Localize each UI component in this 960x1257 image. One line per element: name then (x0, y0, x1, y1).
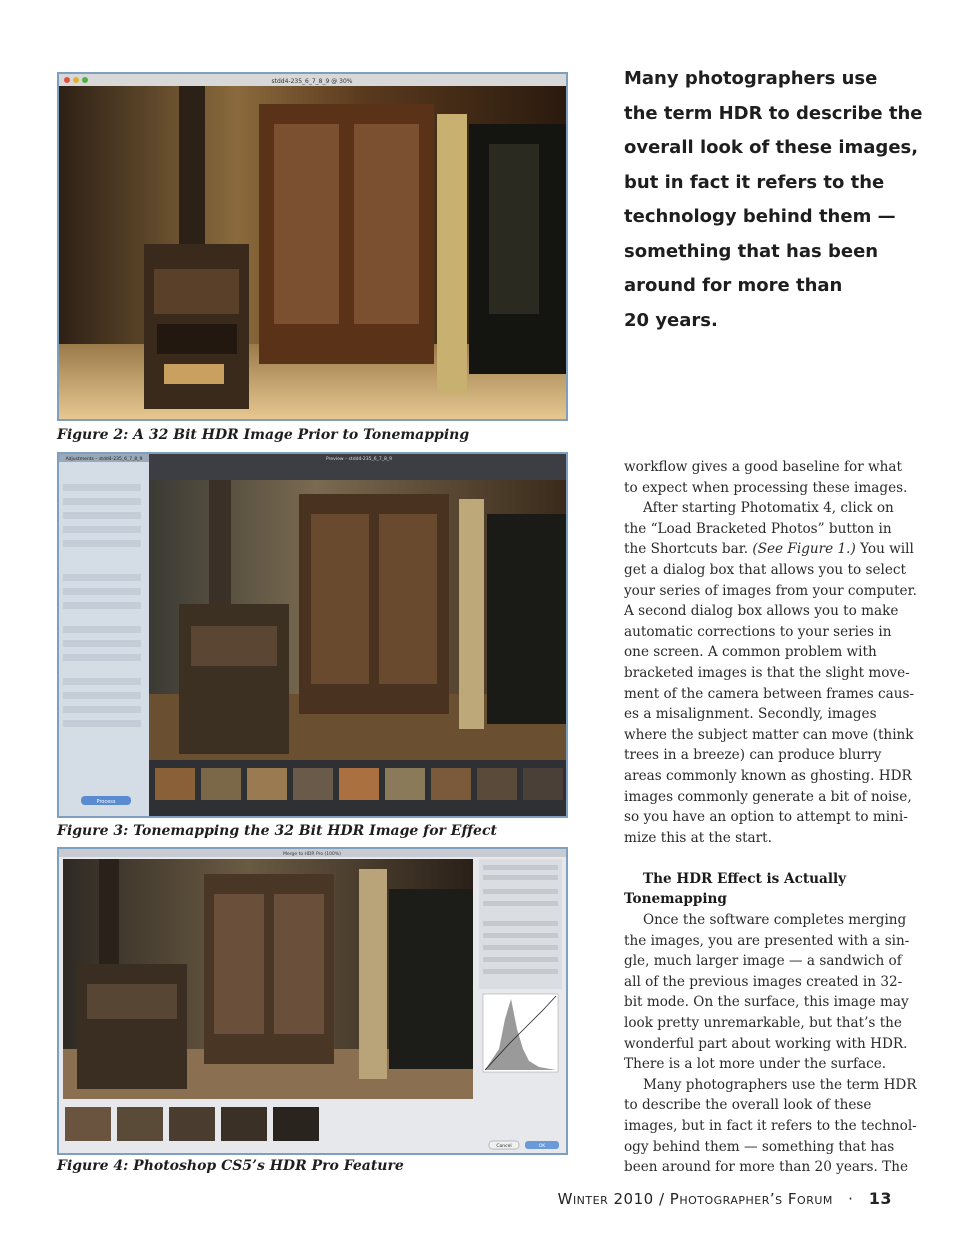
body-line: get a dialog box that allows you to select (624, 561, 906, 578)
article-body (624, 457, 917, 1178)
body-line (624, 539, 914, 560)
body-line: A second dialog box allows you to make (624, 603, 899, 620)
body-line: Many photographers use the term HDR (643, 1076, 917, 1093)
section-heading: The HDR Effect is Actually (643, 870, 847, 887)
body-line: ogy behind them — something that has (624, 1138, 895, 1155)
pull-quote-line: overall look of these images, (624, 137, 919, 158)
pull-quote-line: something that has been (624, 240, 879, 262)
body-line: areas commonly known as ghosting. HDR (624, 767, 912, 784)
body-text: You will (855, 541, 914, 558)
footer-bullet: · (848, 1190, 854, 1208)
pull-quote (624, 62, 924, 338)
body-line: images, but in fact it refers to the technol- (624, 1118, 917, 1134)
figure-4-screenshot (57, 847, 568, 1155)
body-line: ment of the camera between frames caus- (624, 685, 915, 702)
body-line: gle, much larger image — a sandwich of (624, 953, 902, 970)
section-heading: Tonemapping (624, 891, 727, 908)
page-footer (500, 1189, 892, 1208)
body-line: After starting Photomatix 4, click on (643, 500, 894, 517)
publication-name: Photographer’s Forum (669, 1190, 833, 1208)
body-line: the “Load Bracketed Photos” button in (624, 520, 892, 537)
body-line: been around for more than 20 years. The (624, 1159, 908, 1176)
body-line: There is a lot more under the surface. (624, 1056, 887, 1073)
figure-4-caption: Figure 4: Photoshop CS5’s HDR Pro Feature (57, 1158, 404, 1174)
body-line: the images, you are presented with a sin- (624, 932, 910, 949)
pull-quote-line: Many photographers use (624, 68, 878, 89)
figure-2-image (59, 74, 566, 419)
body-line: bracketed images is that the slight move- (624, 664, 910, 681)
figure-3-screenshot (57, 452, 568, 818)
cancel-button-label: Cancel (496, 1144, 512, 1149)
body-line: Once the software completes merging (643, 912, 907, 929)
footer-separator: / (658, 1190, 665, 1208)
figure-2-window-title: stdd4-235_6_7_8_9 @ 30% (271, 78, 353, 85)
pull-quote-line: around for more than (624, 275, 843, 296)
figure-4-image (59, 849, 566, 1153)
pull-quote-line: technology behind them — (624, 206, 896, 227)
figure-3-caption: Figure 3: Tonemapping the 32 Bit HDR Image for Effect (57, 823, 497, 839)
body-line: es a misalignment. Secondly, images (624, 706, 877, 723)
issue-label: Winter 2010 (557, 1190, 654, 1208)
body-line: all of the previous images created in 32- (624, 973, 903, 990)
body-line: one screen. A common problem with (624, 644, 877, 661)
body-text: the Shortcuts bar. (624, 541, 753, 558)
body-line: bit mode. On the surface, this image may (624, 994, 909, 1011)
body-line: where the subject matter can move (think (624, 726, 914, 743)
body-line: to describe the overall look of these (624, 1097, 872, 1114)
body-line: to expect when processing these images. (624, 479, 908, 496)
process-button-label: Process (96, 799, 116, 805)
body-line: look pretty unremarkable, but that’s the (624, 1015, 902, 1032)
figure-3-preview-title: Preview – stdd4-235_6_7_8_9 (326, 457, 392, 462)
body-line: wonderful part about working with HDR. (624, 1035, 908, 1052)
page-number: 13 (868, 1189, 892, 1208)
body-line: workflow gives a good baseline for what (624, 459, 902, 475)
ok-button-label: OK (538, 1144, 546, 1149)
figure-4-window-title: Merge to HDR Pro (100%) (283, 852, 341, 857)
pull-quote-line: the term HDR to describe the (624, 102, 923, 124)
body-line: trees in a breeze) can produce blurry (624, 747, 882, 764)
body-line: so you have an option to attempt to mini- (624, 809, 908, 826)
body-line: mize this at the start. (624, 829, 772, 846)
figure-2-caption: Figure 2: A 32 Bit HDR Image Prior to Tonemapping (57, 427, 470, 443)
figure-3-panel-title: Adjustments – stdd4-235_6_7_8_9 (65, 457, 143, 462)
body-line: your series of images from your computer. (624, 582, 917, 599)
pull-quote-line: but in fact it refers to the (624, 171, 885, 193)
body-line: automatic corrections to your series in (624, 623, 892, 640)
pull-quote-line: 20 years. (624, 309, 718, 331)
figure-reference: (See Figure 1.) (752, 541, 856, 558)
figure-2-screenshot (57, 72, 568, 421)
figure-3-image (59, 454, 566, 816)
body-line: images commonly generate a bit of noise, (624, 788, 912, 805)
